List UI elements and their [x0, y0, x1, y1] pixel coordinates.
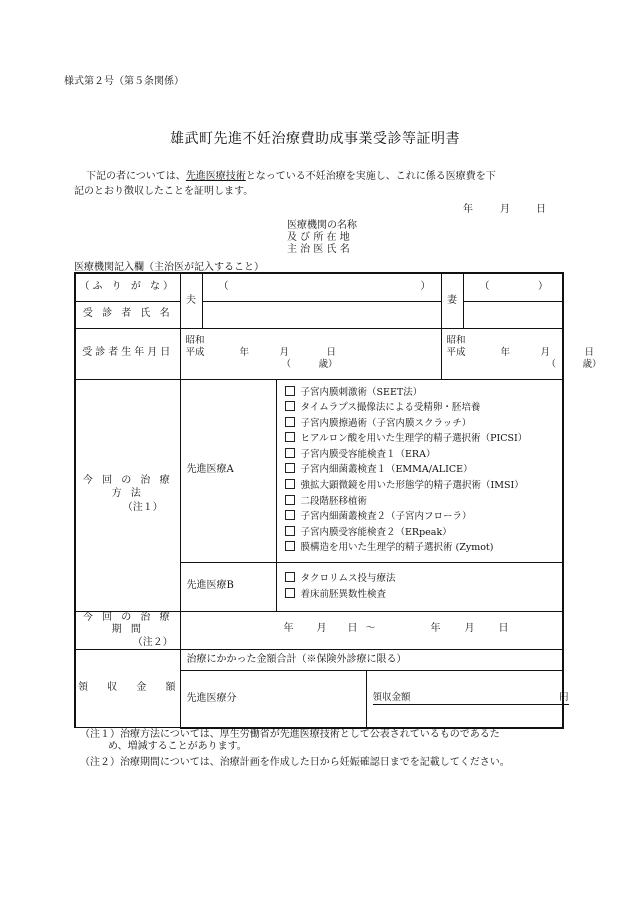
- intro-underlined-term: 先進医療技術: [185, 171, 246, 182]
- option-a-4-label: ヒアルロン酸を用いた生理学的精子選択術（PICSI）: [300, 433, 528, 445]
- husband-era-heisei: 平成: [185, 346, 205, 358]
- method-label: 今 回 の 治 療 方 法: [82, 475, 173, 499]
- period-tilde: 〜: [365, 622, 376, 634]
- received-amount-label: 領収金額: [372, 692, 411, 703]
- date-day: 日: [536, 204, 546, 215]
- wife-year: 年: [500, 346, 511, 358]
- institution-address-label: 及 び 所 在 地: [287, 232, 350, 243]
- husband-era-heisei-row: [186, 347, 341, 359]
- checkbox-a-1[interactable]: [285, 386, 295, 396]
- checkbox-a-6[interactable]: [285, 463, 295, 473]
- option-b-1[interactable]: [285, 571, 563, 587]
- husband-age-sai: 歳）: [318, 358, 338, 370]
- husband-furigana-paren-open: （: [218, 281, 229, 292]
- option-a-8[interactable]: [285, 494, 563, 510]
- advanced-share-label: 先進医療分: [186, 692, 237, 704]
- husband-month: 月: [279, 346, 290, 358]
- husband-furigana-paren-close: ）: [420, 281, 431, 292]
- wife-age-open: （: [546, 358, 557, 370]
- receipt-label-cell: [75, 650, 180, 728]
- husband-era-showa: 昭和: [185, 334, 205, 346]
- period-end-month: 月: [464, 622, 475, 634]
- birthdate-label-cell: [75, 328, 180, 379]
- period-label-cell: [75, 611, 180, 650]
- checkbox-a-2[interactable]: [285, 401, 295, 411]
- total-amount-row: [180, 650, 563, 671]
- checkbox-b-1[interactable]: [285, 572, 295, 582]
- option-a-7-label: 強拡大顕微鏡を用いた形態学的精子選択術（IMSI）: [300, 480, 524, 492]
- patient-name-label: 受 診 者 氏 名: [82, 308, 173, 320]
- checkbox-a-10[interactable]: [285, 526, 295, 536]
- method-note: （注１）: [122, 502, 163, 514]
- husband-birthdate-field[interactable]: [180, 328, 441, 379]
- checkbox-a-7[interactable]: [285, 479, 295, 489]
- option-a-9[interactable]: [285, 509, 563, 525]
- wife-birthdate-field[interactable]: [441, 328, 602, 379]
- period-field[interactable]: [180, 611, 563, 650]
- period-label: 今 回 の 治 療 期 間: [82, 611, 173, 635]
- method-label-cell: [75, 379, 180, 611]
- advanced-a-label-cell: [180, 379, 276, 562]
- advanced-a-label: 先進医療A: [186, 464, 234, 476]
- date-year: 年: [463, 204, 473, 215]
- wife-name-field[interactable]: [463, 301, 563, 328]
- period-start-day: 日: [347, 622, 358, 634]
- advanced-b-options: [276, 562, 563, 611]
- furigana-label: （ふ り が な）: [79, 281, 177, 292]
- wife-furigana-paren-open: （: [479, 281, 490, 292]
- wife-era-heisei-row: [447, 347, 602, 359]
- form-number: 様式第２号（第５条関係）: [64, 76, 184, 87]
- period-start-month: 月: [316, 622, 327, 634]
- wife-label: 妻: [447, 294, 458, 306]
- wife-furigana-paren-close: ）: [538, 281, 549, 292]
- option-a-5-label: 子宮内膜受容能検査１（ERA）: [300, 448, 436, 460]
- section-caption: 医療機関記入欄（主治医が記入すること）: [74, 262, 264, 273]
- furigana-label-cell: [75, 273, 180, 301]
- wife-label-cell: [441, 273, 463, 328]
- option-a-10-label: 子宮内膜受容能検査２（ERpeak）: [300, 526, 452, 538]
- option-a-11-label: 膜構造を用いた生理学的精子選択術 (Zymot): [300, 542, 494, 554]
- patient-name-label-cell: [75, 301, 180, 328]
- option-a-8-label: 二段階胚移植術: [300, 495, 368, 507]
- checkbox-b-2[interactable]: [285, 588, 295, 598]
- intro-rest: となっている不妊治療を実施し、これに係る医療費を下: [245, 171, 496, 182]
- wife-era-heisei: 平成: [446, 346, 466, 358]
- option-a-6-label: 子宮内細菌叢検査１（EMMA/ALICE）: [300, 464, 473, 476]
- intro-line-2: 記のとおり徴収したことを証明します。: [74, 186, 254, 197]
- received-amount-field[interactable]: [366, 671, 569, 728]
- institution-name-label: 医療機関の名称: [287, 220, 357, 231]
- wife-era-showa: 昭和: [446, 334, 466, 346]
- wife-furigana-field[interactable]: [463, 273, 563, 301]
- option-a-6[interactable]: [285, 462, 563, 478]
- certificate-table: [74, 272, 602, 729]
- yen-label: 円: [558, 692, 569, 703]
- note-1: （注１）治療方法については、厚生労働省が先進医療技術として公表されているものであるた: [80, 729, 500, 740]
- checkbox-a-11[interactable]: [285, 541, 295, 551]
- period-end-year: 年: [430, 622, 441, 634]
- option-a-3-label: 子宮内膜擦過術（子宮内膜スクラッチ）: [300, 417, 472, 429]
- period-note: （注２）: [132, 636, 173, 648]
- option-a-1-label: 子宮内膜刺激術（SEET法）: [300, 386, 423, 398]
- intro-lead: 下記の者については、: [86, 171, 186, 182]
- option-a-11[interactable]: [285, 540, 563, 556]
- husband-label-cell: [180, 273, 202, 328]
- husband-year: 年: [239, 346, 250, 358]
- husband-age-open: （: [281, 358, 292, 370]
- husband-label: 夫: [186, 294, 196, 306]
- note-1-cont: め、増減することがあります。: [108, 741, 247, 752]
- option-a-9-label: 子宮内細菌叢検査２（子宮内フローラ）: [300, 511, 472, 523]
- wife-month: 月: [540, 346, 551, 358]
- period-end-day: 日: [498, 622, 509, 634]
- option-a-2[interactable]: [285, 400, 563, 416]
- option-a-3[interactable]: [285, 416, 563, 432]
- option-a-4[interactable]: [285, 431, 563, 447]
- option-b-2-label: 着床前胚異数性検査: [300, 588, 387, 600]
- advanced-b-label-cell: [180, 562, 276, 611]
- wife-day: 日: [584, 346, 595, 358]
- option-b-1-label: タクロリムス投与療法: [300, 572, 396, 584]
- option-a-2-label: タイムラプス撮像法による受精卵・胚培養: [300, 402, 481, 414]
- husband-furigana-field[interactable]: [202, 273, 441, 301]
- checkbox-a-8[interactable]: [285, 495, 295, 505]
- advanced-share-label-cell: [180, 671, 366, 728]
- checkbox-a-9[interactable]: [285, 510, 295, 520]
- advanced-b-label: 先進医療B: [186, 580, 234, 592]
- intro-line-1: [86, 167, 496, 182]
- husband-birthdate-era: [185, 334, 341, 370]
- wife-birthdate-era: [446, 334, 602, 370]
- option-a-10[interactable]: [285, 525, 563, 541]
- note-2: （注２）治療期間については、治療計画を作成した日から妊娠確認日までを記載してください。: [80, 757, 510, 768]
- option-a-5[interactable]: [285, 447, 563, 463]
- checkbox-a-4[interactable]: [285, 432, 295, 442]
- receipt-label: 領 収 金 額: [77, 682, 178, 694]
- checkbox-a-3[interactable]: [285, 417, 295, 427]
- wife-age-sai: 歳）: [582, 358, 602, 370]
- option-a-1[interactable]: [285, 385, 563, 401]
- total-amount-label: 治療にかかった金額合計（※保険外診療に限る）: [186, 653, 407, 665]
- checkbox-a-5[interactable]: [285, 448, 295, 458]
- period-start-year: 年: [283, 622, 294, 634]
- husband-day: 日: [326, 346, 337, 358]
- option-a-7[interactable]: [285, 478, 563, 494]
- received-amount-line: [373, 692, 569, 705]
- husband-name-field[interactable]: [202, 301, 441, 328]
- option-b-2[interactable]: [285, 587, 563, 603]
- advanced-a-options: [276, 379, 563, 562]
- date-month: 月: [500, 204, 510, 215]
- birthdate-label: 受診者生年月日: [82, 347, 174, 359]
- page-title: 雄武町先進不妊治療費助成事業受診等証明書: [170, 131, 460, 147]
- doctor-name-label: 主 治 医 氏 名: [287, 244, 350, 255]
